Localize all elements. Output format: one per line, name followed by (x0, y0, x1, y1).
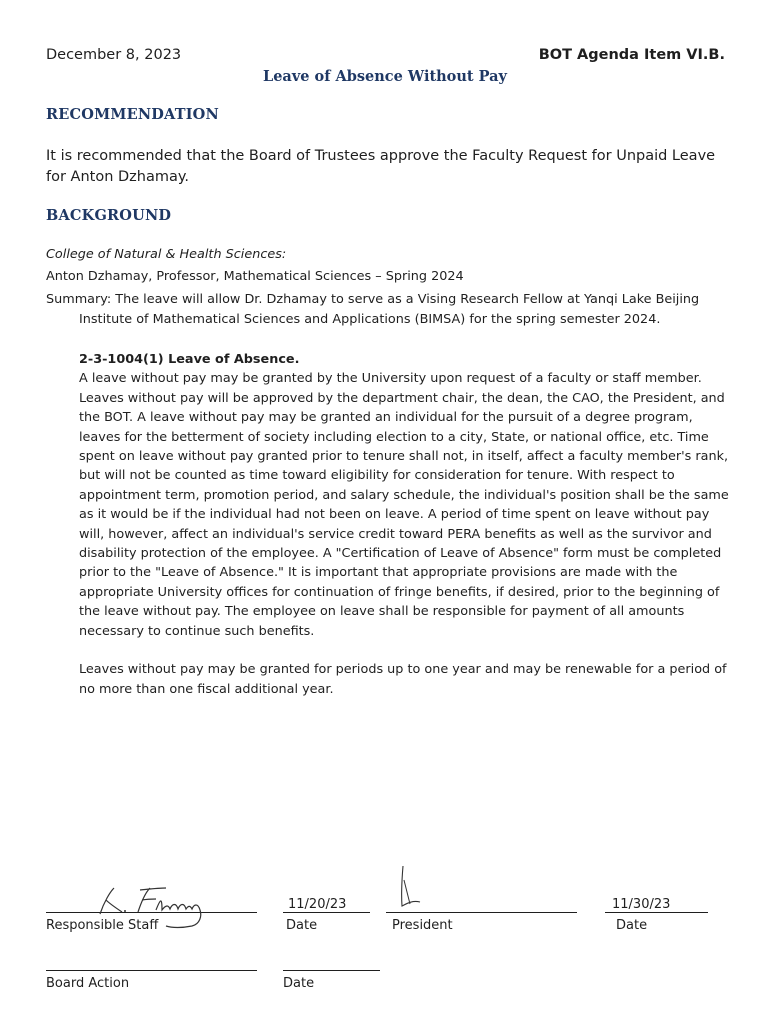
recommendation-heading: RECOMMENDATION (46, 106, 219, 123)
date1-label: Date (286, 918, 318, 933)
recommendation-text: It is recommended that the Board of Trustees approve the Faculty Request for Unpaid Leave for Anton Dzhamay. (46, 148, 716, 185)
document-title: Leave of Absence Without Pay (263, 68, 507, 85)
policy-paragraph-2: Leaves without pay may be granted for periods up to one year and may be renewable for a period of no more than one fiscal additional year. (79, 662, 727, 697)
college-line: College of Natural & Health Sciences: (46, 247, 287, 262)
date1-value: 11/20/23 (288, 897, 347, 912)
president-signature (392, 860, 432, 916)
date3-label: Date (283, 976, 315, 991)
document-date: December 8, 2023 (46, 47, 182, 63)
date1-line (283, 912, 370, 913)
date3-line (283, 970, 380, 971)
date2-value: 11/30/23 (612, 897, 671, 912)
leave-summary: Summary: The leave will allow Dr. Dzhamay to serve as a Vising Research Fellow at Yanqi Lake Beijing Institute of Mathematical Sciences and Applications (BIMSA) for the spring semester 2024. (46, 292, 700, 327)
background-heading: BACKGROUND (46, 207, 172, 224)
responsible-staff-label: Responsible Staff (46, 918, 159, 933)
date2-label: Date (616, 918, 648, 933)
policy-heading: 2-3-1004(1) Leave of Absence. (79, 352, 300, 367)
agenda-item-label: BOT Agenda Item VI.B. (538, 47, 725, 63)
president-label: President (392, 918, 453, 933)
policy-section (79, 350, 729, 699)
board-action-label: Board Action (46, 976, 130, 991)
policy-paragraph-1: A leave without pay may be granted by the University upon request of a faculty or staff member. Leaves without pay will be approved by the department chair, the dean, the CAO, the President, and the BOT. A leave without pay may be granted an individual for the pursuit of a degree program, leaves for the betterment of society including election to a city, State, or national office, etc. Time spent on leave without pay granted prior to tenure shall not, in itself, affect a faculty member's rank, but will not be counted as time toward eligibility for consideration for tenure. With respect to appointment term, promotion period, and salary schedule, the individual's position shall be the same as it would be if the individual had not been on leave. A period of time spent on leave without pay will, however, affect an individual's service credit toward PERA benefits as well as the survivor and disability protection of the employee. A "Certification of Leave of Absence" form must be completed prior to the "Leave of Absence." It is important that appropriate provisions are made with the appropriate University offices for continuation of fringe benefits, if desired, prior to the beginning of the leave without pay. The employee on leave shall be responsible for payment of all amounts necessary to continue such benefits. (79, 371, 729, 639)
board-action-line (46, 970, 257, 971)
date2-line (605, 912, 708, 913)
faculty-line: Anton Dzhamay, Professor, Mathematical Sciences – Spring 2024 (46, 269, 464, 284)
